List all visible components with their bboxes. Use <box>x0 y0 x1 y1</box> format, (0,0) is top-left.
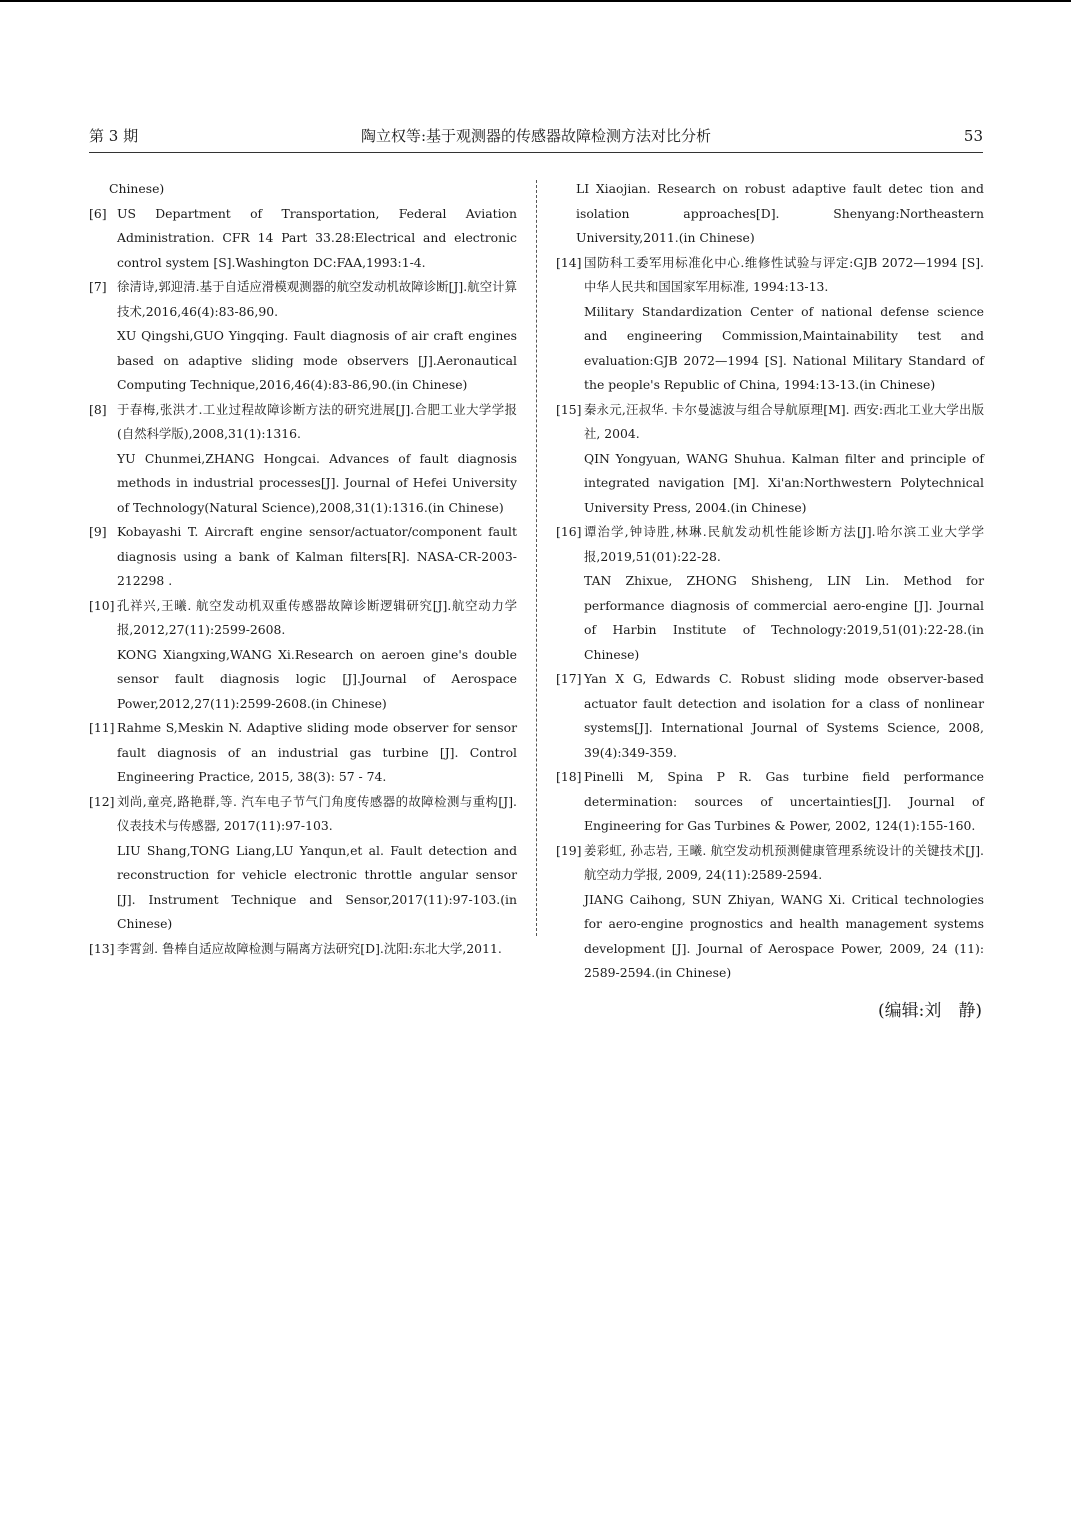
reference-continuation: LI Xiaojian. Research on robust adaptive fault detec tion and isolation approaches[D]. Shenyang:Northeastern University,2011.(in Chinese) <box>576 181 984 245</box>
reference-continuation: Chinese) <box>109 181 165 196</box>
running-title: 陶立权等:基于观测器的传感器故障检测方法对比分析 <box>360 127 712 145</box>
reference-text: 姜彩虹, 孙志岩, 王曦. 航空发动机预测健康管理系统设计的关键技术[J]. 航空动力学报, 2009, 24(11):2589-2594. <box>584 842 984 882</box>
reference-text: 秦永元,汪叔华. 卡尔曼滤波与组合导航原理[M]. 西安:西北工业大学出版社, 2004. <box>584 401 984 441</box>
reference-number: [19] <box>556 842 582 858</box>
reference-item <box>556 520 984 667</box>
reference-item <box>556 398 984 521</box>
reference-text: 徐清诗,郭迎清.基于自适应滑模观测器的航空发动机故障诊断[J].航空计算技术,2016,46(4):83-86,90. <box>117 279 517 319</box>
reference-text: Military Standardization Center of national defense science and engineering Commission,Maintainability test and evaluation:GJB 2072—1994 [S]. National Military Standard of the people's Republic of China, 1994:13-13.(in Chinese) <box>584 303 984 392</box>
reference-item <box>89 202 517 276</box>
reference-number: [9] <box>89 524 107 539</box>
reference-text: 于春梅,张洪才.工业过程故障诊断方法的研究进展[J].合肥工业大学学报(自然科学版),2008,31(1):1316. <box>117 401 517 441</box>
reference-text: US Department of Transportation, Federal Aviation Administration. CFR 14 Part 33.28:Electrical and electronic control system [S].Washington DC:FAA,1993:1-4. <box>117 205 517 270</box>
reference-item <box>89 275 517 398</box>
reference-item <box>556 251 984 398</box>
reference-number: [7] <box>89 279 107 294</box>
reference-item <box>556 839 984 986</box>
reference-number: [12] <box>89 793 115 809</box>
reference-number: [10] <box>89 597 115 613</box>
reference-item <box>556 667 984 765</box>
reference-number: [14] <box>556 254 582 270</box>
header-rule <box>89 152 983 153</box>
reference-number: [18] <box>556 769 582 784</box>
reference-item <box>556 765 984 839</box>
reference-text: YU Chunmei,ZHANG Hongcai. Advances of fault diagnosis methods in industrial processes[J]. Journal of Hefei University of Technology(Natural Science),2008,31(1):1316.(in Chinese) <box>117 450 517 515</box>
right-column <box>556 177 984 1024</box>
reference-list-right <box>556 251 984 986</box>
reference-text: QIN Yongyuan, WANG Shuhua. Kalman filter and principle of integrated navigation [M]. Xi'an:Northwestern Polytechnical University Press, 2004.(in Chinese) <box>584 450 984 515</box>
reference-item <box>89 398 517 521</box>
reference-number: [13] <box>89 940 115 956</box>
left-column <box>89 177 517 961</box>
reference-list-left <box>89 202 517 962</box>
reference-item <box>89 937 517 962</box>
reference-text: 国防科工委军用标准化中心.维修性试验与评定:GJB 2072—1994 [S]. 中华人民共和国国家军用标准, 1994:13-13. <box>584 254 984 294</box>
reference-number: [11] <box>89 720 115 735</box>
reference-item <box>89 520 517 594</box>
reference-item <box>89 594 517 717</box>
reference-number: [6] <box>89 205 107 221</box>
column-divider <box>536 180 537 936</box>
reference-text: Yan X G, Edwards C. Robust sliding mode observer-based actuator fault detection and isolation for a class of nonlinear systems[J]. International Journal of Systems Science, 2008, 39(4):349-359. <box>584 671 984 760</box>
reference-text: 李霄剑. 鲁棒自适应故障检测与隔离方法研究[D].沈阳:东北大学,2011. <box>117 940 502 956</box>
reference-item <box>89 716 517 790</box>
reference-text: Pinelli M, Spina P R. Gas turbine field performance determination: sources of uncertainties[J]. Journal of Engineering for Gas Turbines & Power, 2002, 124(1):155-160. <box>584 769 984 833</box>
page-number: 53 <box>963 127 983 145</box>
reference-number: [16] <box>556 524 582 539</box>
reference-text: 谭治学,钟诗胜,林琳.民航发动机性能诊断方法[J].哈尔滨工业大学学报,2019,51(01):22-28. <box>584 524 984 564</box>
reference-text: XU Qingshi,GUO Yingqing. Fault diagnosis of air craft engines based on adaptive sliding mode observers [J].Aeronautical Computing Technique,2016,46(4):83-86,90.(in Chinese) <box>117 328 517 392</box>
reference-number: [8] <box>89 401 107 417</box>
reference-item <box>89 790 517 937</box>
reference-number: [15] <box>556 401 582 417</box>
reference-number: [17] <box>556 671 582 686</box>
page-header <box>89 126 983 150</box>
reference-text: Rahme S,Meskin N. Adaptive sliding mode observer for sensor fault diagnosis of an industrial gas turbine [J]. Control Engineering Practice, 2015, 38(3): 57 - 74. <box>117 720 517 784</box>
reference-text: TAN Zhixue, ZHONG Shisheng, LIN Lin. Method for performance diagnosis of commercial aero-engine [J]. Journal of Harbin Institute of Technology:2019,51(01):22-28.(in Chinese) <box>584 573 984 662</box>
top-border-rule <box>0 0 1071 2</box>
reference-text: JIANG Caihong, SUN Zhiyan, WANG Xi. Critical technologies for aero-engine prognostics and health management systems development [J]. Journal of Aerospace Power, 2009, 24 (11): 2589-2594.(in Chinese) <box>584 891 984 980</box>
reference-text: KONG Xiangxing,WANG Xi.Research on aeroen gine's double sensor fault diagnosis logic [J].Journal of Aerospace Power,2012,27(11):2599-2608.(in Chinese) <box>117 646 517 711</box>
editor-credit: (编辑:刘 静) <box>878 1000 982 1021</box>
reference-text: 孔祥兴,王曦. 航空发动机双重传感器故障诊断逻辑研究[J].航空动力学报,2012,27(11):2599-2608. <box>117 597 517 637</box>
reference-text: LIU Shang,TONG Liang,LU Yanqun,et al. Fault detection and reconstruction for vehicle electronic throttle angular sensor [J]. Instrument Technique and Sensor,2017(11):97-103.(in Chinese) <box>117 842 517 931</box>
reference-text: Kobayashi T. Aircraft engine sensor/actuator/component fault diagnosis using a bank of Kalman filters[R]. NASA-CR-2003-212298 . <box>117 524 517 588</box>
issue-number: 第 3 期 <box>89 127 139 145</box>
reference-text: 刘尚,童亮,路艳群,等. 汽车电子节气门角度传感器的故障检测与重构[J]. 仪表技术与传感器, 2017(11):97-103. <box>117 793 517 833</box>
